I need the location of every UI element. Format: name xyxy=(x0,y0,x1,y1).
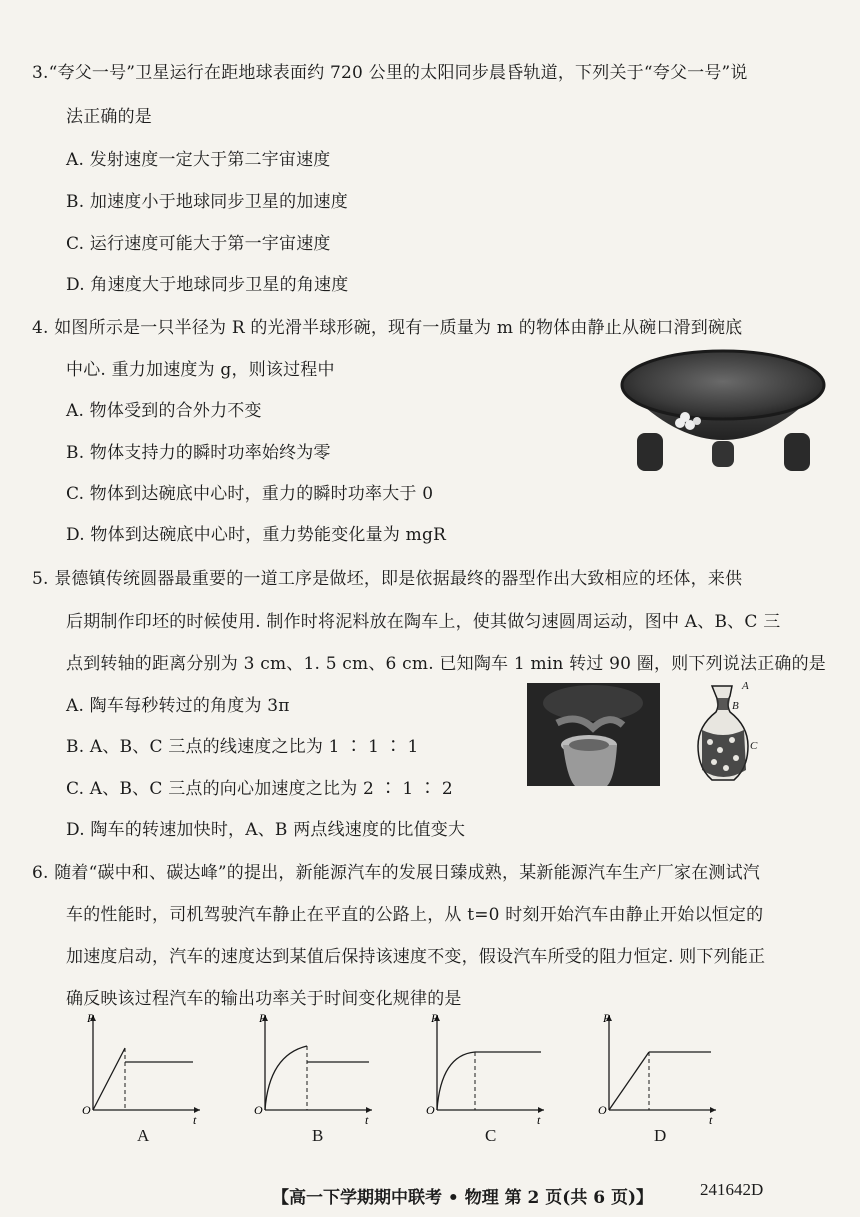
q5-option-c: C. A、B、C 三点的向心加速度之比为 2 ∶ 1 ∶ 2 xyxy=(66,779,453,799)
graph-b-y-label: P xyxy=(259,1011,267,1025)
graph-b-origin: O xyxy=(254,1103,263,1117)
q3-option-b: B. 加速度小于地球同步卫星的加速度 xyxy=(66,192,348,212)
graph-a-label: A xyxy=(137,1126,150,1145)
q5-option-d: D. 陶车的转速加快时，A、B 两点线速度的比值变大 xyxy=(66,820,466,840)
graph-b-label: B xyxy=(312,1126,324,1145)
graph-c xyxy=(419,1010,549,1125)
graph-d-x-label: t xyxy=(709,1113,713,1125)
graph-c-x-label: t xyxy=(537,1113,541,1125)
q6-stem-line2: 车的性能时，司机驾驶汽车静止在平直的公路上，从 t=0 时刻开始汽车由静止开始以恒定的 xyxy=(66,905,764,925)
graph-a-x-label: t xyxy=(193,1113,197,1125)
graph-d xyxy=(591,1010,721,1125)
q4-option-a: A. 物体受到的合外力不变 xyxy=(66,401,262,421)
q4-option-b: B. 物体支持力的瞬时功率始终为零 xyxy=(66,443,331,463)
exam-code: 241642D xyxy=(700,1180,764,1199)
q5-stem-line3: 点到转轴的距离分别为 3 cm、1. 5 cm、6 cm. 已知陶车 1 min 转过 90 圈，则下列说法正确的是 xyxy=(66,654,826,674)
q3-stem-line1: 3.“夸父一号”卫星运行在距地球表面约 720 公里的太阳同步晨昏轨道，下列关于“夸父一号”说 xyxy=(32,63,748,83)
q3-option-d: D. 角速度大于地球同步卫星的角速度 xyxy=(66,275,349,295)
q5-stem-line2: 后期制作印坯的时候使用. 制作时将泥料放在陶车上，使其做匀速圆周运动，图中 A、B、C 三 xyxy=(66,612,781,632)
graph-a-origin: O xyxy=(82,1103,91,1117)
vase-label-a: A xyxy=(742,680,749,692)
q6-stem-line1: 6. 随着“碳中和、碳达峰”的提出，新能源汽车的发展日臻成熟，某新能源汽车生产厂家在测试汽 xyxy=(32,863,761,883)
q5-option-b: B. A、B、C 三点的线速度之比为 1 ∶ 1 ∶ 1 xyxy=(66,737,419,757)
page-footer: 【高一下学期期中联考 • 物理 第 2 页(共 6 页)】 xyxy=(272,1188,654,1208)
q5-option-a: A. 陶车每秒转过的角度为 3π xyxy=(66,696,290,716)
q3-stem-line2: 法正确的是 xyxy=(66,107,152,127)
q6-stem-line3: 加速度启动，汽车的速度达到某值后保持该速度不变，假设汽车所受的阻力恒定. 则下列能正 xyxy=(66,947,766,967)
graph-a-y-label: P xyxy=(87,1011,95,1025)
q5-stem-line1: 5. 景德镇传统圆器最重要的一道工序是做坯，即是依据最终的器型作出大致相应的坯体，来供 xyxy=(32,569,743,589)
vase-diagram xyxy=(690,680,760,790)
graph-c-origin: O xyxy=(426,1103,435,1117)
q6-stem-line4: 确反映该过程汽车的输出功率关于时间变化规律的是 xyxy=(66,989,462,1009)
q4-stem-line1: 4. 如图所示是一只半径为 R 的光滑半球形碗，现有一质量为 m 的物体由静止从碗口滑到碗底 xyxy=(32,318,743,338)
q4-stem-line2: 中心. 重力加速度为 g，则该过程中 xyxy=(66,360,335,380)
graph-b-x-label: t xyxy=(365,1113,369,1125)
graph-d-origin: O xyxy=(598,1103,607,1117)
graph-c-y-label: P xyxy=(431,1011,439,1025)
q4-option-d: D. 物体到达碗底中心时，重力势能变化量为 mgR xyxy=(66,525,447,545)
pottery-wheel-photo xyxy=(527,683,660,786)
bowl-photo xyxy=(612,345,834,475)
q3-option-c: C. 运行速度可能大于第一宇宙速度 xyxy=(66,234,331,254)
graph-d-y-label: P xyxy=(603,1011,611,1025)
graph-d-label: D xyxy=(654,1126,667,1145)
vase-label-b: B xyxy=(732,700,739,712)
vase-label-c: C xyxy=(750,740,758,752)
q4-option-c: C. 物体到达碗底中心时，重力的瞬时功率大于 0 xyxy=(66,484,434,504)
graph-a xyxy=(75,1010,205,1125)
graph-c-label: C xyxy=(485,1126,497,1145)
q3-option-a: A. 发射速度一定大于第二宇宙速度 xyxy=(66,150,331,170)
graph-b xyxy=(247,1010,377,1125)
